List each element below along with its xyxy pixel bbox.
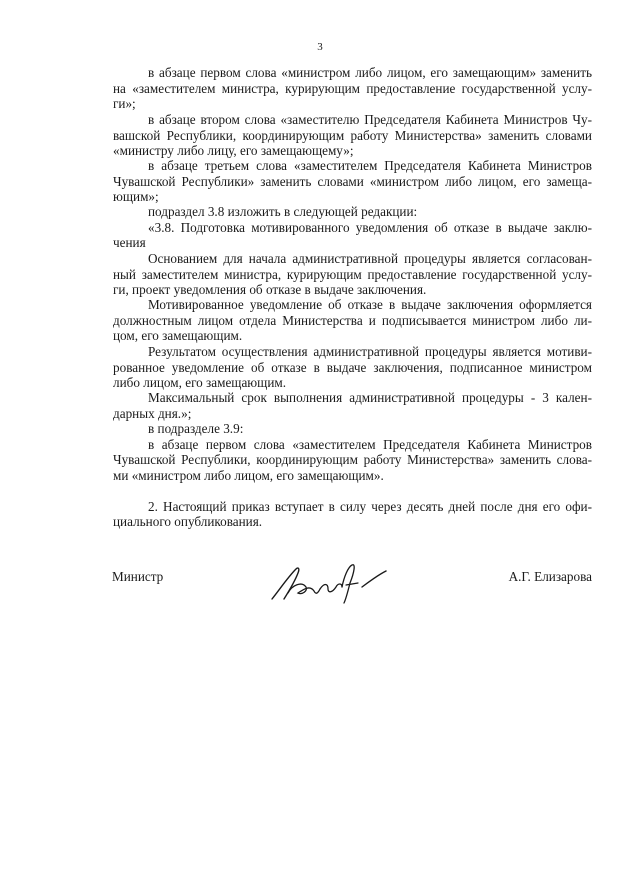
text-line: чения — [113, 235, 146, 250]
text-line: Максимальный срок выполнения административной процедуры - 3 кален- — [148, 390, 592, 405]
text-line: в абзаце втором слова «заместителю Председателя Кабинета Министров Чу- — [148, 112, 592, 127]
text-line: подраздел 3.8 изложить в следующей редакции: — [148, 204, 418, 219]
text-line: «министру либо лицу, его замещающему»; — [113, 143, 354, 158]
text-line: циального опубликования. — [113, 514, 263, 529]
text-line: ющим»; — [113, 189, 159, 204]
handwritten-signature — [262, 559, 392, 607]
text-line: Мотивированное уведомление об отказе в выдаче заключения оформляется — [148, 297, 592, 312]
signatory-title: Министр — [112, 569, 164, 584]
text-line: дарных дня.»; — [113, 406, 192, 421]
signatory-name: А.Г. Елизарова — [508, 569, 592, 584]
text-line: в абзаце первом слова «заместителем Председателя Кабинета Министров — [148, 437, 592, 452]
text-line: Результатом осуществления административной процедуры является мотиви- — [148, 344, 592, 359]
text-line: в подразделе 3.9: — [148, 421, 244, 436]
text-line: Чувашской Республики» заменить словами «министром либо лицом, его замеща- — [113, 174, 592, 189]
text-line: ный заместителем министра, курирующим предоставление государственной услу- — [113, 267, 592, 282]
text-line: рованное уведомление об отказе в выдаче заключения, подписанное министром — [113, 360, 592, 375]
text-line: в абзаце третьем слова «заместителем Председателя Кабинета Министров — [148, 158, 592, 173]
text-line: должностным лицом отдела Министерства и подписывается министром либо ли- — [113, 313, 592, 328]
text-line: ги»; — [113, 96, 136, 111]
text-line: Основанием для начала административной процедуры является согласован- — [148, 251, 592, 266]
text-line: ги, проект уведомления об отказе в выдаче заключения. — [113, 282, 427, 297]
text-line: Чувашской Республики, координирующим работу Министерства» заменить слова- — [113, 452, 592, 467]
text-line: вашской Республики, координирующим работу Министерства» заменить словами — [113, 128, 592, 143]
text-line: в абзаце первом слова «министром либо лицом, его замещающим» заменить — [148, 65, 592, 80]
text-line: цом, его замещающим. — [113, 328, 243, 343]
text-line: либо лицом, его замещающим. — [113, 375, 287, 390]
page-number: 3 — [317, 41, 323, 53]
text-line: ми «министром либо лицом, его замещающим». — [113, 468, 384, 483]
text-line: на «заместителем министра, курирующим предоставление государственной услу- — [113, 81, 592, 96]
text-line: «3.8. Подготовка мотивированного уведомления об отказе в выдаче заклю- — [148, 220, 592, 235]
text-line: 2. Настоящий приказ вступает в силу через десять дней после дня его офи- — [148, 499, 592, 514]
